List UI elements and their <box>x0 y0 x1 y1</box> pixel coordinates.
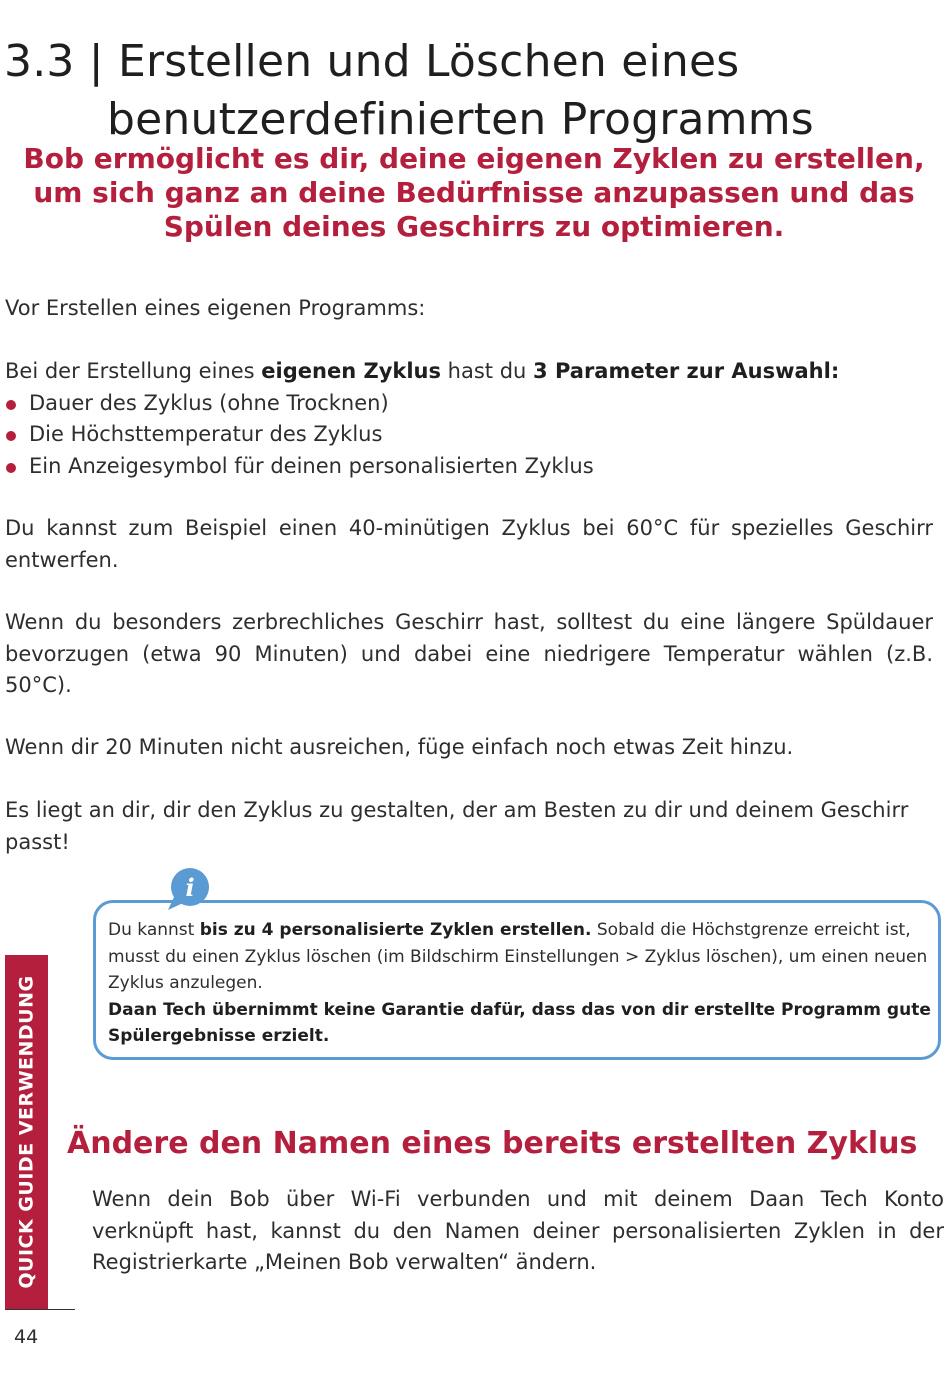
divider <box>5 1309 75 1310</box>
parameters-bold-1: eigenen Zyklus <box>261 359 441 383</box>
sidebar-label-wrap <box>5 955 48 1309</box>
page-title-line2: benutzerdefinierten Programms <box>107 94 814 146</box>
parameters-bold-2: 3 Parameter zur Auswahl: <box>533 359 840 383</box>
info-bold-limit: bis zu 4 personalisierte Zyklen erstellen. <box>199 920 592 940</box>
info-text: Du kannst bis zu 4 personalisierte Zyklen erstellen. Sobald die Höchstgrenze erreicht ist, musst du einen Zyklus löschen (im Bildschirm Einstellungen > Zyklus löschen), um einen neuen Zyklus anzulegen. Daan Tech übernimmt keine Garantie dafür, dass das von dir erstellte Programm gute Spülergebnisse erzielt. <box>108 920 931 1046</box>
example-paragraph: Du kannst zum Beispiel einen 40-minütigen Zyklus bei 60°C für spezielles Geschirr entwerfen. <box>5 516 933 572</box>
sidebar-label: QUICK GUIDE VERWENDUNG <box>15 975 38 1289</box>
page-title-line1: 3.3 | Erstellen und Löschen eines <box>4 36 740 88</box>
info-box <box>93 900 941 1060</box>
list-item: Ein Anzeigesymbol für deinen personalisierten Zyklus <box>5 451 933 483</box>
list-item: Die Höchsttemperatur des Zyklus <box>5 419 933 451</box>
list-item: Dauer des Zyklus (ohne Trocknen) <box>5 388 933 420</box>
parameters-block <box>5 356 933 482</box>
closing-paragraph: Es liegt an dir, dir den Zyklus zu gestalten, der am Besten zu dir und deinem Geschirr passt! <box>5 798 909 854</box>
page-number: 44 <box>14 1326 39 1348</box>
time-paragraph: Wenn dir 20 Minuten nicht ausreichen, füge einfach noch etwas Zeit hinzu. <box>5 735 794 759</box>
fragile-paragraph: Wenn du besonders zerbrechliches Geschirr hast, solltest du eine längere Spüldauer bevorzugen (etwa 90 Minuten) und dabei eine niedrigere Temperatur wählen (z.B. 50°C). <box>5 610 933 697</box>
section-body: Wenn dein Bob über Wi-Fi verbunden und mit deinem Daan Tech Konto verknüpft hast, kannst du den Namen deiner personalisierten Zyklen in der Registrierkarte „Meinen Bob verwalten“ ändern. <box>92 1187 944 1274</box>
lead-paragraph: Bob ermöglicht es dir, deine eigenen Zyklen zu erstellen, um sich ganz an deine Bedürfnisse anzupassen und das Spülen deines Geschirrs zu optimieren. <box>23 142 925 243</box>
intro-text: Vor Erstellen eines eigenen Programms: <box>5 296 426 320</box>
info-icon-glyph: i <box>185 873 195 902</box>
parameters-list <box>5 388 933 483</box>
parameters-intro: Bei der Erstellung eines eigenen Zyklus hast du 3 Parameter zur Auswahl: <box>5 359 840 383</box>
section-heading: Ändere den Namen eines bereits erstellten Zyklus <box>67 1125 918 1161</box>
page-title <box>4 33 944 149</box>
info-bold-disclaimer: Daan Tech übernimmt keine Garantie dafür, dass das von dir erstellte Programm gute Spülergebnisse erzielt. <box>108 999 931 1046</box>
